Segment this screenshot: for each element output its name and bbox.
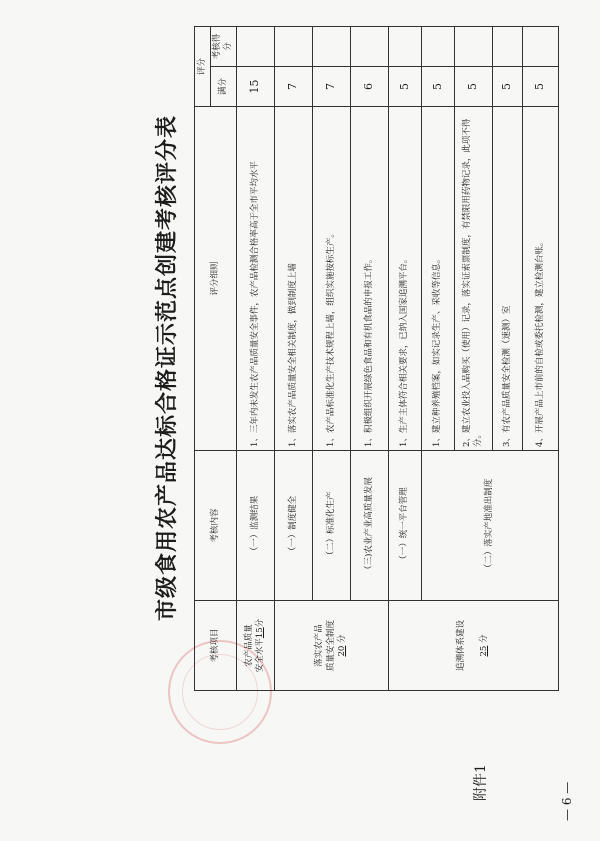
item3-line1: 追溯体系建设 (456, 620, 467, 672)
criteria-cell: 2、建立农业投入品购买（使用）记录，落实证索票制度，有禁限用药物记录，此项不得分。 (454, 107, 492, 451)
item1-line1: 农产品质量 (243, 624, 254, 667)
header-criteria: 评分细则 (195, 107, 237, 451)
assessed-score-cell (522, 26, 558, 66)
assessed-score-cell (274, 26, 312, 66)
item2-points: 20 (337, 645, 348, 657)
content-cell: （一）制度健全 (274, 451, 312, 601)
item1-suffix: 分 (255, 618, 266, 628)
item-quality-system (274, 601, 388, 691)
header-score-group: 评分 (195, 26, 211, 106)
table-row (274, 26, 312, 690)
full-score-cell: 7 (312, 67, 350, 107)
criteria-cell: 1、建立种养殖档案，如实记录生产、采收等信息。 (421, 107, 454, 451)
table-row (421, 26, 454, 690)
assessed-score-cell (350, 26, 388, 66)
item1-line2: 安全水平 (255, 638, 266, 673)
assessed-score-cell (492, 26, 522, 66)
assessed-score-cell (421, 26, 454, 66)
full-score-cell: 7 (274, 67, 312, 107)
table-header-row (195, 26, 211, 690)
full-score-cell: 5 (421, 67, 454, 107)
attachment-label: 附件1 (473, 764, 489, 801)
item-quality-level (236, 601, 274, 691)
table-row (388, 26, 421, 690)
criteria-cell: 4、开展产品上市前的自检或委托检测，建立检测台账。 (522, 107, 558, 451)
item1-points: 15 (255, 627, 266, 639)
header-item: 考核项目 (195, 601, 237, 691)
assessed-score-cell (312, 26, 350, 66)
criteria-cell: 1、生产主体符合相关要求，已纳入国家追溯平台。 (388, 107, 421, 451)
content-cell: （一）监测结果 (236, 451, 274, 601)
item2-line1: 落实农产品 (314, 624, 325, 667)
full-score-cell: 5 (522, 67, 558, 107)
item2-suffix: 分 (337, 634, 348, 643)
full-score-cell: 15 (236, 67, 274, 107)
criteria-cell: 1、积极组织开展绿色食品和有机食品的申报工作。 (350, 107, 388, 451)
criteria-cell: 1、农产品标准化生产技术规程上墙，组织实施按标生产。 (312, 107, 350, 451)
page-title: 市级食用农产品达标合格证示范点创建考核评分表 (155, 115, 180, 622)
criteria-cell: 3、有农产品质量安全检测（速测）室 (492, 107, 522, 451)
content-cell: （二）标准化生产 (312, 451, 350, 601)
full-score-cell: 5 (388, 67, 421, 107)
header-assessed-score: 考核得分 (211, 26, 237, 66)
content-cell: （二）落实产地准出制度 (421, 451, 558, 601)
table-row (350, 26, 388, 690)
item-traceability (388, 601, 558, 691)
table-row (236, 26, 274, 690)
item3-points: 25 (479, 645, 490, 657)
header-content: 考核内容 (195, 451, 237, 601)
item2-line2: 质量安全制度 (325, 620, 336, 672)
item3-suffix: 分 (479, 634, 490, 643)
full-score-cell: 5 (454, 67, 492, 107)
full-score-cell: 5 (492, 67, 522, 107)
full-score-cell: 6 (350, 67, 388, 107)
assessed-score-cell (388, 26, 421, 66)
criteria-cell: 1、落实农产品质量安全相关制度，做到制度上墙 (274, 107, 312, 451)
assessed-score-cell (236, 26, 274, 66)
table-row (312, 26, 350, 690)
assessed-score-cell (454, 26, 492, 66)
criteria-cell: 1、三年内未发生农产品质量安全事件，农产品检测合格率高于全市平均水平 (236, 107, 274, 451)
score-table (194, 26, 559, 691)
content-cell: （三)农业产业高质量发展 (350, 451, 388, 601)
header-full-score: 满分 (211, 67, 237, 107)
content-cell: （一）统一平台管理 (388, 451, 421, 601)
page-number: — 6 — (560, 781, 574, 821)
